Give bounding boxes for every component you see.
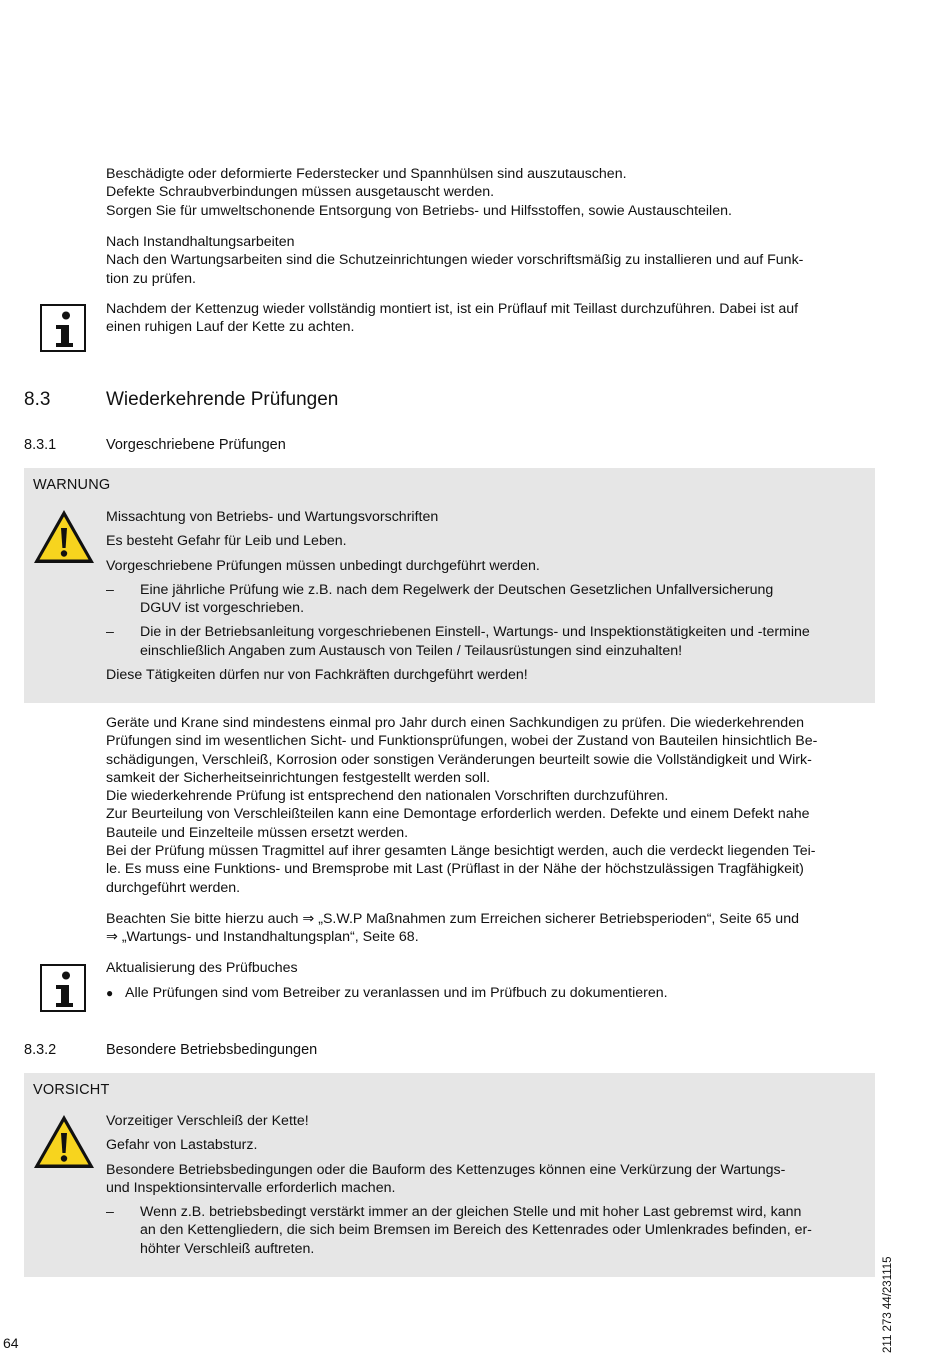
section-number: 8.3	[24, 389, 51, 410]
body-line: Zur Beurteilung von Verschleißteilen kann eine Demontage erforderlich werden. Defekte und einem Defekt nahe	[106, 806, 810, 823]
caution-text-line: Besondere Betriebsbedingungen oder die Bauform des Kettenzuges können eine Verkürzung der Wartungs-	[106, 1161, 786, 1178]
intro-line: Sorgen Sie für umweltschonende Entsorgung von Betriebs- und Hilfsstoffen, sowie Austauschteilen.	[106, 202, 732, 219]
warning-box	[24, 468, 875, 703]
subsection-number: 8.3.2	[24, 1042, 57, 1058]
warning-heading: Missachtung von Betriebs- und Wartungsvorschriften	[106, 509, 439, 525]
warning-subheading: Es besteht Gefahr für Leib und Leben.	[106, 533, 347, 550]
info-note-title: Aktualisierung des Prüfbuches	[106, 960, 298, 976]
dash-marker: –	[106, 1204, 114, 1221]
info-note-line: Nachdem der Kettenzug wieder vollständig montiert ist, ist ein Prüflauf mit Teillast durchzuführen. Dabei ist auf	[106, 301, 799, 317]
caution-heading: Vorzeitiger Verschleiß der Kette!	[106, 1113, 309, 1129]
subsection-title: Vorgeschriebene Prüfungen	[106, 437, 286, 453]
after-maintenance-heading: Nach Instandhaltungsarbeiten	[106, 234, 295, 250]
warning-triangle-icon	[32, 1113, 96, 1170]
warning-label: WARNUNG	[33, 477, 111, 493]
warning-list-item	[106, 623, 866, 660]
inspection-paragraph	[106, 714, 876, 897]
bullet-marker: ●	[106, 986, 114, 1001]
warning-item-line: Die in der Betriebsanleitung vorgeschriebenen Einstell-, Wartungs- und Inspektionstätigkeiten und -termine	[140, 624, 810, 641]
warning-text: Vorgeschriebene Prüfungen müssen unbedingt durchgeführt werden.	[106, 557, 540, 574]
cross-reference-link[interactable]: Beachten Sie bitte hierzu auch ⇒ „S.W.P Maßnahmen zum Erreichen sicherer Betriebsperioden“, Seite 65 und	[106, 911, 799, 927]
document-code: 211 273 44/231115	[882, 1256, 894, 1353]
info-icon	[40, 964, 86, 1012]
caution-item-line: Wenn z.B. betriebsbedingt verstärkt immer an der gleichen Stelle und mit hoher Last gebremst wird, kann	[140, 1204, 802, 1221]
info-note-line: einen ruhigen Lauf der Kette zu achten.	[106, 319, 355, 336]
warning-footer: Diese Tätigkeiten dürfen nur von Fachkräften durchgeführt werden!	[106, 667, 528, 684]
intro-paragraph	[106, 165, 876, 220]
after-maintenance-line: tion zu prüfen.	[106, 270, 196, 287]
body-line: durchgeführt werden.	[106, 879, 241, 896]
warning-triangle-icon	[32, 508, 96, 565]
bullet-item	[106, 984, 876, 1002]
info-note-1	[106, 300, 876, 337]
caution-item-line: höhter Verschleiß auftreten.	[140, 1240, 315, 1257]
dash-marker: –	[106, 581, 114, 598]
warning-list-item	[106, 581, 866, 618]
section-title: Wiederkehrende Prüfungen	[106, 389, 339, 410]
caution-label: VORSICHT	[33, 1082, 110, 1098]
body-line: Die wiederkehrende Prüfung ist entsprechend den nationalen Vorschriften durchzuführen.	[106, 788, 669, 805]
caution-subheading: Gefahr von Lastabsturz.	[106, 1137, 258, 1154]
subsection-number: 8.3.1	[24, 437, 57, 453]
body-line: Bauteile und Einzelteile müssen ersetzt werden.	[106, 824, 409, 841]
body-line: samkeit der Sicherheitseinrichtungen festgestellt werden soll.	[106, 769, 491, 786]
subsection-title: Besondere Betriebsbedingungen	[106, 1042, 318, 1058]
dash-marker: –	[106, 624, 114, 641]
body-line: schädigungen, Verschleiß, Korrosion oder sonstigen Veränderungen beurteilt sowie die Vollständigkeit und Wirk-	[106, 751, 812, 768]
cross-reference-link[interactable]: ⇒ „Wartungs- und Instandhaltungsplan“, Seite 68.	[106, 929, 419, 946]
intro-line: Defekte Schraubverbindungen müssen ausgetauscht werden.	[106, 184, 495, 201]
info-note-2	[106, 959, 876, 1003]
after-maintenance-line: Nach den Wartungsarbeiten sind die Schutzeinrichtungen wieder vorschriftsmäßig zu installieren und auf Funk-	[106, 252, 804, 269]
caution-list-item	[106, 1203, 866, 1258]
warning-content	[106, 508, 866, 684]
body-line: Geräte und Krane sind mindestens einmal pro Jahr durch einen Sachkundigen zu prüfen. Die wiederkehrenden	[106, 715, 804, 731]
body-line: Prüfungen sind im wesentlichen Sicht- und Funktionsprüfungen, wobei der Zustand von Bauteilen hinsichtlich Be-	[106, 733, 818, 750]
body-line: le. Es muss eine Funktions- und Bremsprobe mit Last (Prüflast in der Nähe der höchstzulässigen Tragfähigkeit)	[106, 861, 804, 878]
warning-item-line: DGUV ist vorgeschrieben.	[140, 600, 305, 617]
reference-paragraph	[106, 910, 876, 947]
intro-line: Beschädigte oder deformierte Federstecker und Spannhülsen sind auszutauschen.	[106, 166, 627, 182]
caution-content	[106, 1112, 866, 1258]
caution-item-line: an den Kettengliedern, die sich beim Bremsen im Bereich des Kettenrades oder Umlenkrades befinden, er-	[140, 1222, 812, 1239]
body-line: Bei der Prüfung müssen Tragmittel auf ihrer gesamten Länge besichtigt werden, auch die verdeckt liegenden Tei-	[106, 843, 816, 860]
caution-box	[24, 1073, 875, 1277]
page-number: 64	[3, 1335, 19, 1351]
bullet-item-text: Alle Prüfungen sind vom Betreiber zu veranlassen und im Prüfbuch zu dokumentieren.	[125, 985, 668, 1002]
warning-item-line: einschließlich Angaben zum Austausch von Teilen / Teilausrüstungen sind einzuhalten!	[140, 642, 683, 659]
info-icon	[40, 304, 86, 352]
caution-text-line: und Inspektionsintervalle erforderlich machen.	[106, 1179, 396, 1196]
warning-item-line: Eine jährliche Prüfung wie z.B. nach dem Regelwerk der Deutschen Gesetzlichen Unfallversicherung	[140, 581, 774, 598]
after-maintenance-section	[106, 233, 876, 288]
